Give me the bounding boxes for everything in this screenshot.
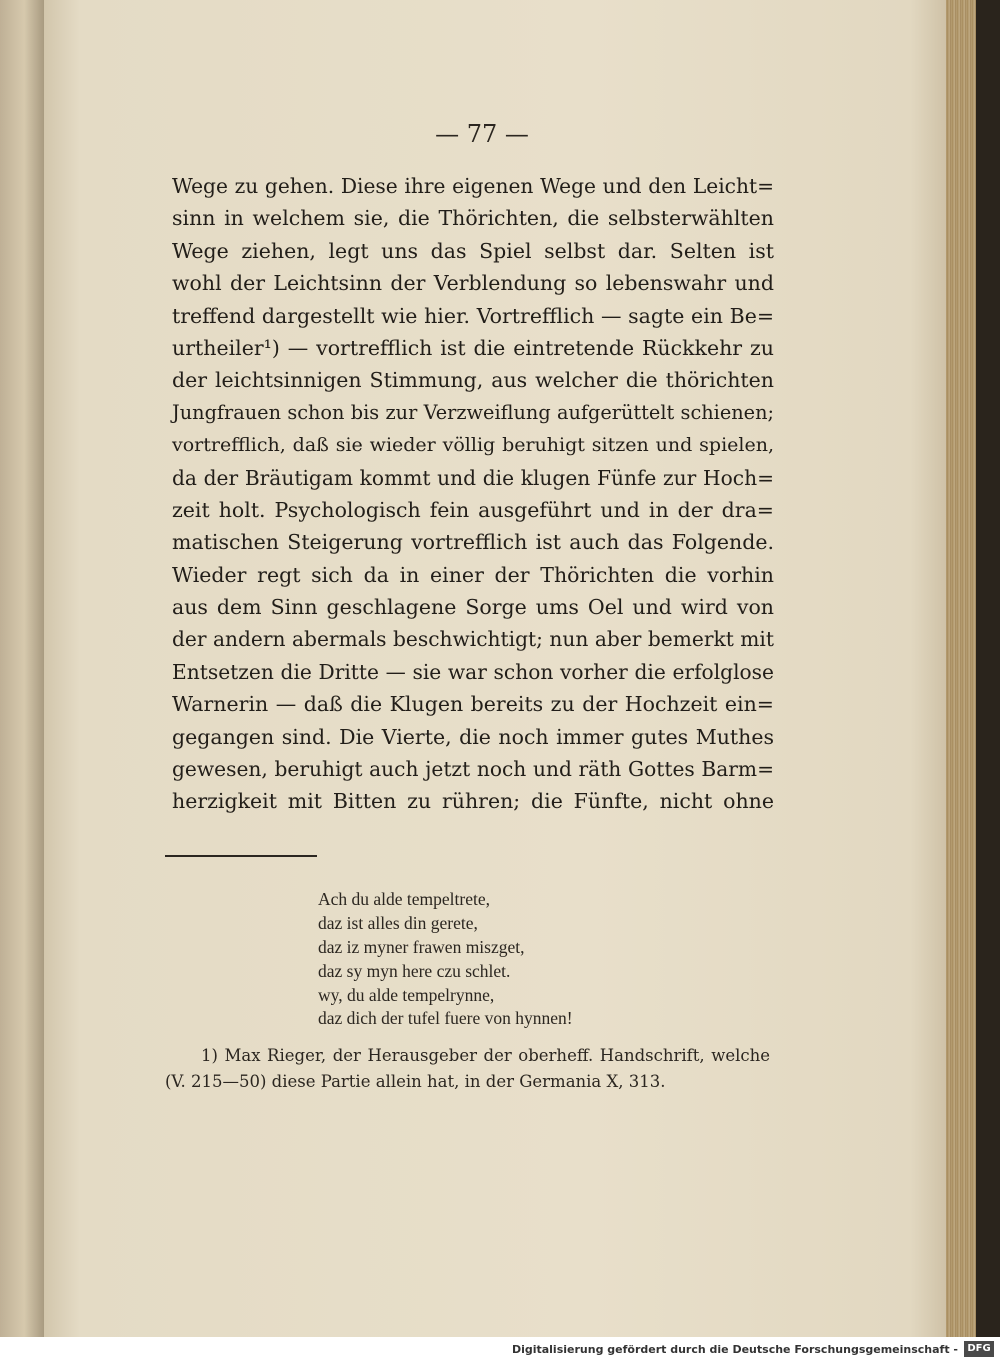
footnote: [165, 1043, 770, 1095]
text-line: sinn in welchem sie, die Thörichten, die selbsterwählten: [172, 206, 774, 231]
verse-line: daz dich der tufel fuere von hynnen!: [318, 1008, 573, 1029]
text-line: gewesen, beruhigt auch jetzt noch und räth Gottes Barm=: [172, 757, 774, 782]
text-line: herzigkeit mit Bitten zu rühren; die Fünfte, nicht ohne: [172, 789, 774, 814]
text-line: gegangen sind. Die Vierte, die noch immer gutes Muthes: [172, 724, 774, 749]
book-cover-edge: [976, 0, 1000, 1337]
verse-line: daz iz myner frawen miszget,: [318, 936, 525, 957]
text-line: wohl der Leichtsinn der Verblendung so lebenswahr und: [172, 271, 774, 296]
text-line: Wege ziehen, legt uns das Spiel selbst dar. Selten ist: [172, 238, 774, 263]
text-line: matischen Steigerung vortrefflich ist auch das Folgende.: [172, 530, 774, 555]
verse-line: wy, du alde tempelrynne,: [318, 984, 495, 1005]
verse-line: Ach du alde tempeltrete,: [318, 889, 491, 909]
text-line: der andern abermals beschwichtigt; nun aber bemerkt mit: [172, 627, 774, 652]
body-text: [172, 170, 774, 818]
quoted-verse: [318, 888, 748, 1031]
text-line: Entsetzen die Dritte — sie war schon vorher die erfolglose: [172, 659, 774, 684]
text-line: urtheiler¹) — vortrefflich ist die eintretende Rückkehr zu: [172, 335, 774, 360]
text-line: Wieder regt sich da in einer der Thörichten die vorhin: [172, 562, 774, 587]
text-line: der leichtsinnigen Stimmung, aus welcher die thörichten: [172, 368, 774, 393]
digitization-credit: Digitalisierung gefördert durch die Deutsche Forschungsgemeinschaft -: [511, 1343, 958, 1356]
text-line: aus dem Sinn geschlagene Sorge ums Oel und wird von: [172, 595, 774, 620]
text-line: zeit holt. Psychologisch fein ausgeführt und in der dra=: [172, 497, 774, 522]
page-stack-edge: [946, 0, 976, 1337]
footnote-divider: [165, 855, 317, 857]
page-number: — 77 —: [435, 120, 529, 148]
text-line: Jungfrauen schon bis zur Verzweiflung aufgerüttelt schienen;: [172, 400, 774, 424]
verse-line: daz sy myn here czu schlet.: [318, 960, 511, 981]
text-line: Warnerin — daß die Klugen bereits zu der Hochzeit ein=: [172, 692, 774, 717]
verse-line: daz ist alles din gerete,: [318, 912, 478, 933]
text-line: da der Bräutigam kommt und die klugen Fünfe zur Hoch=: [172, 465, 774, 490]
text-line: Wege zu gehen. Diese ihre eigenen Wege und den Leicht=: [172, 174, 774, 198]
dfg-logo: DFG: [964, 1341, 994, 1357]
footnote-line: (V. 215—50) diese Partie allein hat, in der Germania X, 313.: [165, 1072, 666, 1091]
text-line: vortrefflich, daß sie wieder völlig beruhigt sitzen und spielen,: [172, 434, 774, 457]
footnote-line: 1) Max Rieger, der Herausgeber der oberheff. Handschrift, welche: [201, 1046, 770, 1065]
text-line: treffend dargestellt wie hier. Vortrefflich — sagte ein Be=: [172, 303, 774, 328]
facing-page-edge: [0, 0, 44, 1337]
